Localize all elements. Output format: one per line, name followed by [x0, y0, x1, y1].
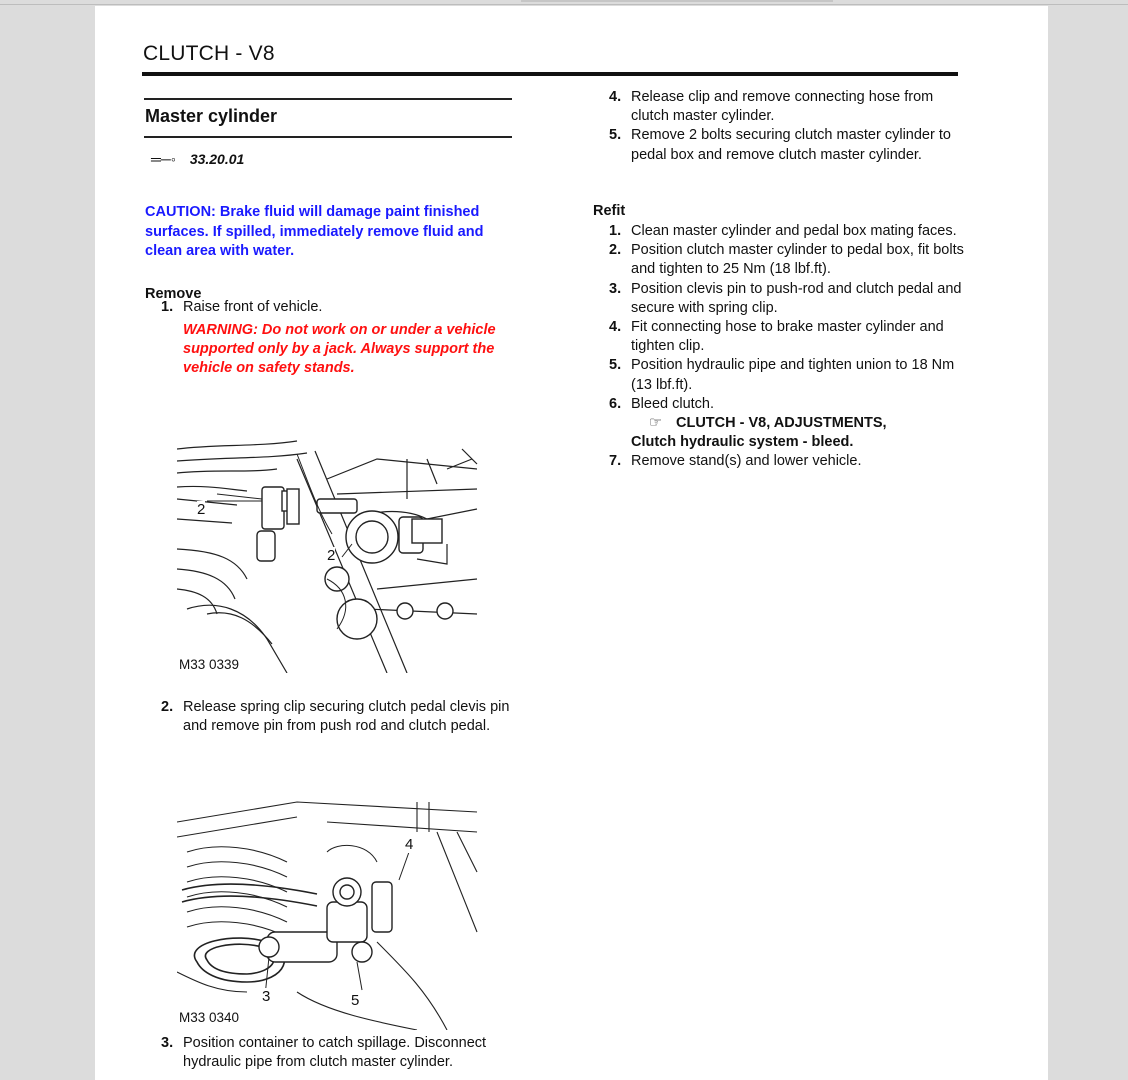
step-number: 1. [609, 223, 622, 239]
figure-2-illustration [177, 792, 479, 1030]
step-number: 3. [609, 280, 622, 297]
step-number: 4. [609, 319, 622, 336]
operation-code [151, 151, 244, 167]
step-text: Position clevis pin to push-rod and clutch pedal and secure with spring clip. [631, 280, 962, 316]
remove-heading: Remove [145, 286, 202, 302]
step-number: 5. [609, 357, 622, 374]
figure-2-caption: M33 0340 [179, 1010, 240, 1025]
step-number: 2. [161, 699, 174, 715]
refit-heading: Refit [593, 203, 626, 219]
step-text: Clean master cylinder and pedal box mating faces. [631, 223, 957, 239]
step-text: Remove stand(s) and lower vehicle. [631, 453, 862, 470]
remove-step-5 [609, 126, 969, 164]
refit-step-1 [609, 222, 969, 241]
section-title: Master cylinder [145, 106, 278, 126]
figure-2-callout: 4 [405, 836, 414, 853]
warning-note: WARNING: Do not work on or under a vehicle supported only by a jack. Always support the vehicle on safety stands. [183, 322, 496, 377]
figure-1-callout: 2 [327, 547, 336, 564]
figure-m33-0340 [177, 792, 479, 1030]
refit-step-6 [609, 395, 969, 414]
refit-step-7 [609, 452, 969, 471]
remove-step-2 [161, 698, 511, 736]
viewer-scroll-indicator[interactable] [521, 0, 833, 2]
refit-step-3 [609, 280, 969, 318]
remove-step-1 [161, 298, 491, 317]
step-text: Position hydraulic pipe and tighten union to 18 Nm (13 lbf.ft). [631, 357, 955, 393]
remove-step-3 [161, 1034, 521, 1072]
reference-line-1[interactable]: CLUTCH - V8, ADJUSTMENTS, [676, 415, 887, 432]
step-text: Fit connecting hose to brake master cylinder and tighten clip. [631, 319, 944, 355]
step-text: Position clutch master cylinder to pedal box, fit bolts and tighten to 25 Nm (18 lbf.ft). [631, 242, 964, 278]
pointing-hand-icon: ☞ [649, 415, 662, 432]
refit-step-2 [609, 241, 969, 279]
operation-code-value: 33.20.01 [189, 151, 245, 167]
figure-2-callout: 3 [262, 988, 271, 1005]
section-bottom-rule [144, 136, 512, 138]
refit-steps [609, 222, 969, 472]
step-number: 3. [161, 1035, 174, 1051]
step-number: 1. [161, 299, 174, 315]
step-text: Bleed clutch. [631, 395, 715, 412]
viewer-top-border [0, 4, 1128, 5]
page-header-title: CLUTCH - V8 [143, 42, 275, 65]
step-text: Raise front of vehicle. [183, 299, 323, 315]
step-text: Position container to catch spillage. Disconnect hydraulic pipe from clutch master cylinder. [183, 1035, 487, 1071]
step-number: 4. [609, 89, 622, 105]
figure-1-callout: 2 [197, 501, 206, 518]
figure-m33-0339 [177, 439, 479, 673]
document-page [95, 6, 1048, 1080]
figure-2-callout: 5 [351, 992, 360, 1009]
caution-note: CAUTION: Brake fluid will damage paint finished surfaces. If spilled, immediately remove fluid and clean area with water. [145, 204, 484, 259]
reference-line-2[interactable]: Clutch hydraulic system - bleed. [631, 434, 854, 451]
step-number: 6. [609, 395, 622, 412]
header-rule [142, 72, 958, 76]
step-text: Remove 2 bolts securing clutch master cylinder to pedal box and remove clutch master cylinder. [631, 127, 951, 163]
step-number: 5. [609, 127, 622, 144]
cross-reference-link[interactable] [631, 414, 969, 452]
remove-steps-continued [609, 88, 969, 165]
remove-step-4 [609, 88, 969, 126]
step-text: Release clip and remove connecting hose from clutch master cylinder. [631, 89, 934, 125]
step-text: Release spring clip securing clutch pedal clevis pin and remove pin from push rod and clutch pedal. [183, 699, 510, 735]
refit-step-5 [609, 356, 969, 394]
step-number: 2. [609, 242, 622, 259]
wrench-icon: ═─◦ [151, 151, 176, 167]
refit-step-4 [609, 318, 969, 356]
step-number: 7. [609, 453, 622, 470]
section-top-rule [144, 98, 512, 100]
figure-1-caption: M33 0339 [179, 657, 240, 672]
